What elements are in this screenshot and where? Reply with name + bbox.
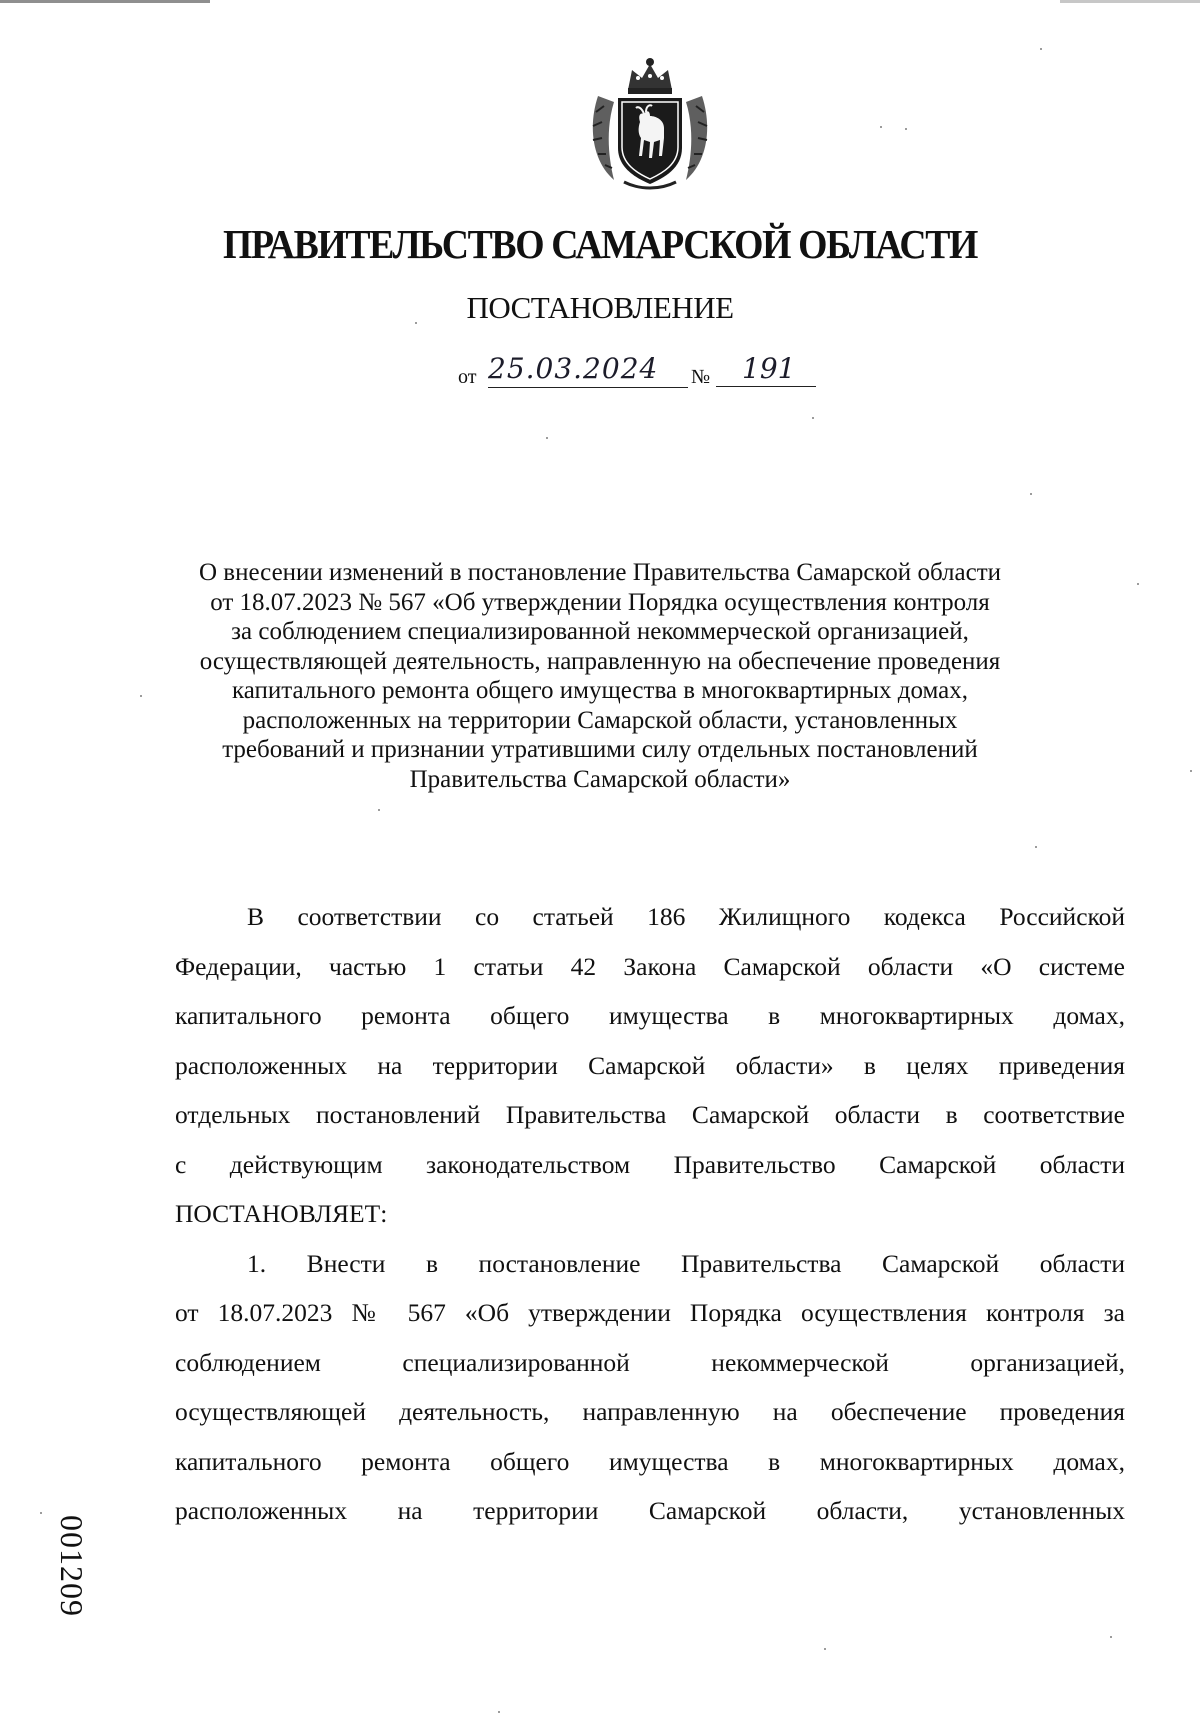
number-label: № xyxy=(691,366,711,388)
date-prefix: от xyxy=(458,366,477,388)
scan-speck xyxy=(1040,48,1042,50)
body-line: расположенных на территории Самарской области» в целях приведения xyxy=(175,1050,1125,1080)
samara-coat-of-arms-icon xyxy=(584,56,716,190)
subject-line: за соблюдением специализированной некоммерческой организацией, xyxy=(231,618,969,645)
body-line: с действующим законодательством Правительство Самарской области xyxy=(175,1149,1125,1179)
body-line: расположенных на территории Самарской области, установленных xyxy=(175,1496,1125,1525)
scan-speck xyxy=(1137,583,1139,585)
body-line: отдельных постановлений Правительства Самарской области в соответствие xyxy=(175,1100,1125,1129)
document-type: ПОСТАНОВЛЕНИЕ xyxy=(466,290,734,325)
serial-number: 001209 xyxy=(54,1515,90,1617)
body-line: капитального ремонта общего имущества в многоквартирных домах, xyxy=(175,1446,1125,1476)
body-line: 1. Внести в постановление Правительства Самарской области xyxy=(247,1248,1125,1278)
body-line: от 18.07.2023 № 567 «Об утверждении Порядка осуществления контроля за xyxy=(175,1298,1125,1327)
subject-line: осуществляющей деятельность, направленную на обеспечение проведения xyxy=(199,647,1001,675)
subject-line: капитального ремонта общего имущества в многоквартирных домах, xyxy=(231,677,969,704)
scan-speck xyxy=(415,322,417,324)
document-subject xyxy=(160,558,1040,794)
scan-speck xyxy=(1110,1636,1112,1638)
scan-speck xyxy=(1035,846,1037,848)
body-line: ПОСТАНОВЛЯЕТ: xyxy=(175,1199,388,1228)
body-line: капитального ремонта общего имущества в многоквартирных домах, xyxy=(175,1001,1125,1030)
body-line: соблюдением специализированной некоммерческой организацией, xyxy=(175,1347,1125,1377)
body-line: осуществляющей деятельность, направленную на обеспечение проведения xyxy=(175,1397,1125,1426)
subject-line: требований и признании утратившими силу отдельных постановлений xyxy=(222,736,978,763)
body-line: Федерации, частью 1 статьи 42 Закона Самарской области «О системе xyxy=(175,951,1125,981)
body-line: В соответствии со статьей 186 Жилищного кодекса Российской xyxy=(247,902,1125,931)
handwritten-date: 25.03.2024 xyxy=(488,352,688,388)
scan-speck xyxy=(905,128,907,130)
subject-line: от 18.07.2023 № 567 «Об утверждении Порядка осуществления контроля xyxy=(210,588,990,616)
scan-speck xyxy=(1030,493,1032,495)
handwritten-number: 191 xyxy=(716,352,816,387)
document-date-number xyxy=(458,352,858,392)
organization-title: ПРАВИТЕЛЬСТВО САМАРСКОЙ ОБЛАСТИ xyxy=(222,221,978,267)
subject-line: Правительства Самарской области» xyxy=(409,765,791,793)
document-body xyxy=(175,897,1125,1541)
scan-speck xyxy=(1190,770,1192,772)
subject-line: О внесении изменений в постановление Правительства Самарской области xyxy=(198,559,1002,586)
scan-speck xyxy=(140,695,142,697)
scan-speck xyxy=(40,1512,42,1514)
scan-speck xyxy=(880,126,882,128)
scan-speck xyxy=(824,1648,826,1650)
scan-speck xyxy=(378,809,380,811)
subject-line: расположенных на территории Самарской области, установленных xyxy=(242,706,958,734)
scan-speck xyxy=(546,437,548,439)
top-scan-edge xyxy=(0,0,1200,3)
scan-speck xyxy=(498,1711,500,1713)
scan-speck xyxy=(812,417,814,419)
